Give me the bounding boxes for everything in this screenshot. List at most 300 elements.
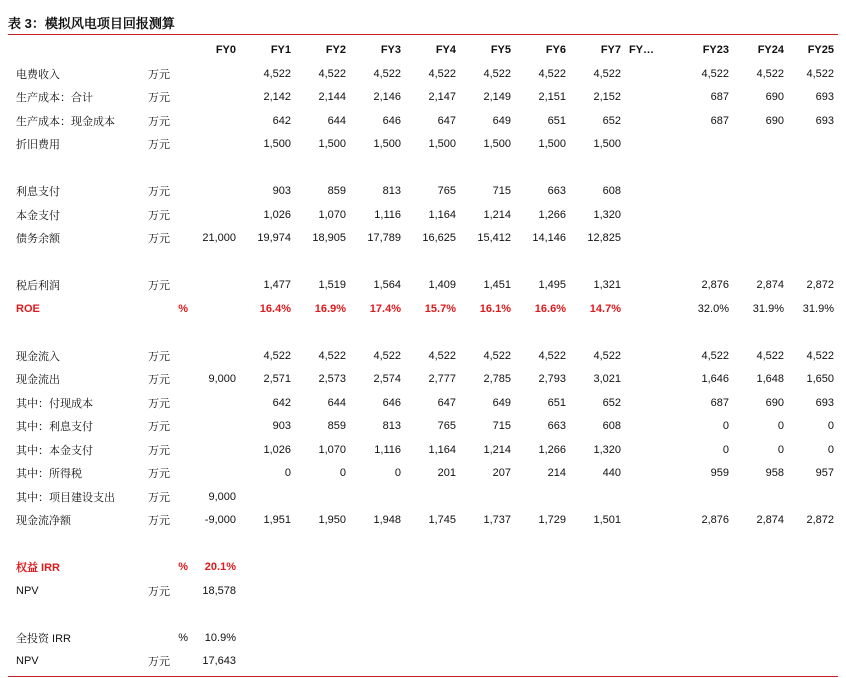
value-cell <box>570 603 625 627</box>
value-cell <box>678 250 733 274</box>
value-cell <box>460 603 515 627</box>
value-cell <box>295 321 350 345</box>
value-cell: 859 <box>327 420 346 433</box>
value-cell <box>460 556 515 580</box>
value-cell <box>350 250 405 274</box>
value-cell: 9,000 <box>208 490 236 503</box>
value-cell <box>733 180 788 204</box>
value-cell: 4,522 <box>318 349 346 362</box>
value-cell: 0 <box>777 420 784 433</box>
value-cell <box>192 274 240 298</box>
value-cell <box>240 626 295 650</box>
value-cell: 1,500 <box>593 138 621 151</box>
value-cell <box>192 109 240 133</box>
value-cell <box>678 156 733 180</box>
row-unit: 万元 <box>148 233 170 246</box>
value-cell <box>625 391 678 415</box>
value-cell <box>240 250 295 274</box>
value-cell <box>625 297 678 321</box>
value-cell <box>350 485 405 509</box>
table-row <box>8 391 838 415</box>
value-cell: 3,021 <box>593 373 621 386</box>
value-cell <box>460 321 515 345</box>
value-cell <box>295 650 350 674</box>
value-cell <box>240 485 295 509</box>
row-label: 电费收入 <box>16 68 60 81</box>
table-body <box>8 62 838 673</box>
value-cell: 1,519 <box>318 279 346 292</box>
value-cell <box>678 180 733 204</box>
value-cell: 649 <box>492 396 511 409</box>
value-cell: 0 <box>394 467 401 480</box>
value-cell <box>788 321 838 345</box>
value-cell <box>192 133 240 157</box>
value-cell: 18,905 <box>312 232 346 245</box>
value-cell: 20.1% <box>204 561 236 574</box>
table-row <box>8 485 838 509</box>
value-cell <box>405 626 460 650</box>
value-cell: 32.0% <box>697 302 729 315</box>
table-row <box>8 579 838 603</box>
row-label: 现金流净额 <box>16 515 71 528</box>
table-row <box>8 509 838 533</box>
value-cell: 647 <box>437 114 456 127</box>
value-cell: 2,793 <box>538 373 566 386</box>
value-cell: 1,500 <box>428 138 456 151</box>
value-cell: 608 <box>602 185 621 198</box>
row-unit: 万元 <box>148 397 170 410</box>
value-cell <box>405 532 460 556</box>
row-label: 其中：本金支付 <box>16 444 93 457</box>
value-cell: 1,026 <box>263 443 291 456</box>
value-cell: 15.7% <box>424 302 456 315</box>
value-cell: 1,729 <box>538 514 566 527</box>
value-cell <box>625 156 678 180</box>
value-cell: 1,500 <box>263 138 291 151</box>
row-label: ROE <box>16 302 40 315</box>
column-header: FY5 <box>490 44 511 56</box>
value-cell: 1,116 <box>374 443 401 456</box>
value-cell: 642 <box>272 396 291 409</box>
top-rule <box>8 34 838 35</box>
table-row <box>8 227 838 251</box>
column-header: FY24 <box>757 44 784 56</box>
value-cell <box>625 344 678 368</box>
value-cell: 2,872 <box>806 514 834 527</box>
value-cell: 2,151 <box>538 91 566 104</box>
value-cell <box>515 579 570 603</box>
value-cell <box>788 650 838 674</box>
row-label: 现金流出 <box>16 374 60 387</box>
table-row <box>8 203 838 227</box>
value-cell <box>625 109 678 133</box>
value-cell: 4,522 <box>483 349 511 362</box>
value-cell: 12,825 <box>587 232 621 245</box>
value-cell: 1,451 <box>483 279 511 292</box>
value-cell <box>405 603 460 627</box>
value-cell: 1,116 <box>374 208 401 221</box>
value-cell <box>192 297 240 321</box>
value-cell: 2,785 <box>483 373 511 386</box>
row-label: 生产成本：现金成本 <box>16 115 115 128</box>
column-header: FY… <box>629 44 655 56</box>
table-row <box>8 368 838 392</box>
value-cell <box>350 156 405 180</box>
value-cell <box>678 133 733 157</box>
spacer-row <box>8 603 838 627</box>
value-cell <box>295 156 350 180</box>
row-unit <box>144 156 192 180</box>
value-cell: 1,070 <box>318 443 346 456</box>
value-cell: 2,571 <box>263 373 291 386</box>
row-unit: 万元 <box>148 139 170 152</box>
value-cell <box>460 485 515 509</box>
value-cell <box>515 603 570 627</box>
value-cell <box>570 485 625 509</box>
table-title: 表 3：模拟风电项目回报测算 <box>8 16 175 31</box>
value-cell <box>350 650 405 674</box>
value-cell <box>515 485 570 509</box>
value-cell: 4,522 <box>806 67 834 80</box>
value-cell <box>733 321 788 345</box>
value-cell <box>570 321 625 345</box>
value-cell: 1,500 <box>483 138 511 151</box>
value-cell: 1,070 <box>318 208 346 221</box>
value-cell: 652 <box>602 114 621 127</box>
value-cell: 2,876 <box>701 514 729 527</box>
value-cell: 0 <box>722 443 729 456</box>
value-cell <box>625 626 678 650</box>
value-cell: 651 <box>547 396 566 409</box>
value-cell: 1,950 <box>318 514 346 527</box>
column-header: FY3 <box>380 44 401 56</box>
value-cell: 201 <box>437 467 456 480</box>
value-cell <box>733 156 788 180</box>
column-header: FY23 <box>702 44 729 56</box>
header-row <box>8 38 838 62</box>
value-cell <box>240 579 295 603</box>
value-cell: 693 <box>815 114 834 127</box>
value-cell: 644 <box>327 114 346 127</box>
value-cell <box>625 650 678 674</box>
value-cell <box>625 368 678 392</box>
column-header: FY2 <box>325 44 346 56</box>
value-cell <box>515 156 570 180</box>
row-unit: 万元 <box>148 209 170 222</box>
value-cell: 4,522 <box>538 349 566 362</box>
value-cell <box>733 485 788 509</box>
value-cell: 16,625 <box>422 232 456 245</box>
row-unit: 万元 <box>148 491 170 504</box>
row-label: 本金支付 <box>16 209 60 222</box>
value-cell <box>192 603 240 627</box>
value-cell: 647 <box>437 396 456 409</box>
value-cell <box>350 626 405 650</box>
row-unit: % <box>178 561 188 574</box>
value-cell: 813 <box>382 185 401 198</box>
value-cell: 687 <box>710 396 729 409</box>
row-unit: 万元 <box>148 656 170 669</box>
table-row <box>8 438 838 462</box>
value-cell: 16.9% <box>314 302 346 315</box>
value-cell: 1,026 <box>263 208 291 221</box>
value-cell <box>733 650 788 674</box>
value-cell: 1,266 <box>538 208 566 221</box>
value-cell <box>733 579 788 603</box>
value-cell: 608 <box>602 420 621 433</box>
value-cell <box>625 133 678 157</box>
value-cell <box>678 485 733 509</box>
value-cell <box>733 626 788 650</box>
value-cell <box>460 156 515 180</box>
value-cell: 859 <box>327 185 346 198</box>
value-cell: 690 <box>765 91 784 104</box>
value-cell: 15,412 <box>477 232 511 245</box>
column-header: FY25 <box>807 44 834 56</box>
value-cell: 2,876 <box>701 279 729 292</box>
value-cell <box>240 556 295 580</box>
value-cell: 207 <box>492 467 511 480</box>
value-cell <box>678 650 733 674</box>
value-cell <box>295 626 350 650</box>
value-cell: 690 <box>765 396 784 409</box>
value-cell <box>788 250 838 274</box>
value-cell: 1,320 <box>593 208 621 221</box>
value-cell <box>788 556 838 580</box>
value-cell: 2,149 <box>483 91 511 104</box>
value-cell: 4,522 <box>318 67 346 80</box>
value-cell <box>678 626 733 650</box>
value-cell <box>625 180 678 204</box>
value-cell <box>350 321 405 345</box>
value-cell <box>788 532 838 556</box>
value-cell <box>788 180 838 204</box>
value-cell <box>625 250 678 274</box>
value-cell: 2,146 <box>373 91 401 104</box>
value-cell <box>295 603 350 627</box>
value-cell: 1,648 <box>756 373 784 386</box>
value-cell <box>678 203 733 227</box>
value-cell <box>295 485 350 509</box>
value-cell: 959 <box>710 467 729 480</box>
value-cell: 4,522 <box>263 349 291 362</box>
value-cell: 0 <box>722 420 729 433</box>
row-unit: 万元 <box>148 280 170 293</box>
value-cell <box>625 462 678 486</box>
value-cell <box>515 556 570 580</box>
row-unit <box>144 250 192 274</box>
row-label: 全投资 IRR <box>16 632 71 645</box>
table-row <box>8 62 838 86</box>
value-cell: 644 <box>327 396 346 409</box>
value-cell: 1,321 <box>593 279 621 292</box>
value-cell <box>788 203 838 227</box>
row-label <box>8 321 144 345</box>
value-cell: 1,214 <box>483 443 511 456</box>
value-cell <box>625 415 678 439</box>
value-cell <box>350 579 405 603</box>
value-cell <box>192 532 240 556</box>
row-label: NPV <box>16 584 39 597</box>
value-cell: 2,874 <box>756 279 784 292</box>
value-cell: 2,574 <box>373 373 401 386</box>
value-cell <box>788 133 838 157</box>
row-unit: 万元 <box>148 374 170 387</box>
value-cell <box>405 250 460 274</box>
table-row <box>8 109 838 133</box>
value-cell <box>788 156 838 180</box>
value-cell <box>625 485 678 509</box>
value-cell: 17,643 <box>202 655 236 668</box>
row-label: 其中：利息支付 <box>16 421 93 434</box>
value-cell <box>570 556 625 580</box>
value-cell: 4,522 <box>756 67 784 80</box>
value-cell: 715 <box>492 185 511 198</box>
value-cell <box>733 603 788 627</box>
value-cell <box>625 438 678 462</box>
row-label: 折旧费用 <box>16 139 60 152</box>
value-cell: 2,874 <box>756 514 784 527</box>
table-row <box>8 626 838 650</box>
row-label: 生产成本：合计 <box>16 92 93 105</box>
value-cell: 1,951 <box>263 514 291 527</box>
table-row <box>8 86 838 110</box>
value-cell: 1,495 <box>538 279 566 292</box>
value-cell: 693 <box>815 91 834 104</box>
row-label: NPV <box>16 655 39 668</box>
value-cell <box>788 626 838 650</box>
value-cell: 4,522 <box>428 349 456 362</box>
table-row <box>8 462 838 486</box>
value-cell <box>570 579 625 603</box>
row-label: 利息支付 <box>16 186 60 199</box>
value-cell: 0 <box>827 443 834 456</box>
value-cell <box>788 603 838 627</box>
value-cell: 4,522 <box>483 67 511 80</box>
value-cell <box>350 603 405 627</box>
row-label <box>8 156 144 180</box>
value-cell: 4,522 <box>373 349 401 362</box>
value-cell <box>192 250 240 274</box>
value-cell: 652 <box>602 396 621 409</box>
value-cell: 2,142 <box>263 91 291 104</box>
value-cell: 4,522 <box>593 349 621 362</box>
value-cell <box>405 156 460 180</box>
value-cell: 2,147 <box>428 91 456 104</box>
table-row <box>8 274 838 298</box>
value-cell <box>733 250 788 274</box>
column-header: FY6 <box>545 44 566 56</box>
spacer-row <box>8 250 838 274</box>
value-cell: 4,522 <box>428 67 456 80</box>
column-header: FY1 <box>270 44 291 56</box>
row-label: 权益 IRR <box>16 562 60 575</box>
value-cell <box>405 579 460 603</box>
row-unit: 万元 <box>148 115 170 128</box>
value-cell: 4,522 <box>806 349 834 362</box>
row-unit: 万元 <box>148 515 170 528</box>
value-cell: 651 <box>547 114 566 127</box>
value-cell: 0 <box>284 467 291 480</box>
value-cell <box>678 227 733 251</box>
value-cell: 17,789 <box>367 232 401 245</box>
value-cell <box>240 156 295 180</box>
value-cell <box>192 391 240 415</box>
value-cell <box>460 579 515 603</box>
value-cell <box>678 321 733 345</box>
value-cell <box>405 321 460 345</box>
value-cell: 4,522 <box>756 349 784 362</box>
value-cell: 663 <box>547 185 566 198</box>
value-cell: 18,578 <box>202 584 236 597</box>
row-unit: 万元 <box>148 585 170 598</box>
value-cell: 2,152 <box>593 91 621 104</box>
value-cell: 1,320 <box>593 443 621 456</box>
value-cell: 4,522 <box>701 67 729 80</box>
value-cell: 1,477 <box>263 279 291 292</box>
value-cell: 765 <box>437 185 456 198</box>
value-cell <box>625 556 678 580</box>
row-unit: % <box>178 631 188 644</box>
value-cell: 16.1% <box>479 302 511 315</box>
value-cell <box>733 203 788 227</box>
value-cell <box>405 650 460 674</box>
value-cell: 1,164 <box>428 443 456 456</box>
value-cell: 0 <box>827 420 834 433</box>
value-cell: 813 <box>382 420 401 433</box>
row-unit: 万元 <box>148 444 170 457</box>
value-cell: 17.4% <box>369 302 401 315</box>
value-cell <box>192 321 240 345</box>
row-label <box>8 532 144 556</box>
row-unit: 万元 <box>148 68 170 81</box>
value-cell <box>192 344 240 368</box>
value-cell <box>460 650 515 674</box>
value-cell: 1,650 <box>806 373 834 386</box>
value-cell: 1,948 <box>373 514 401 527</box>
value-cell: 4,522 <box>593 67 621 80</box>
value-cell <box>192 156 240 180</box>
row-unit: 万元 <box>148 186 170 199</box>
value-cell: 4,522 <box>538 67 566 80</box>
value-cell: 1,646 <box>701 373 729 386</box>
value-cell: 1,564 <box>373 279 401 292</box>
value-cell: 2,144 <box>318 91 346 104</box>
value-cell <box>678 556 733 580</box>
value-cell: 16.4% <box>259 302 291 315</box>
value-cell: 1,500 <box>318 138 346 151</box>
row-unit: 万元 <box>148 421 170 434</box>
value-cell: 16.6% <box>534 302 566 315</box>
value-cell: 2,872 <box>806 279 834 292</box>
value-cell <box>788 227 838 251</box>
row-label: 税后利润 <box>16 280 60 293</box>
value-cell <box>460 532 515 556</box>
value-cell <box>625 274 678 298</box>
value-cell: 0 <box>777 443 784 456</box>
table-row <box>8 297 838 321</box>
value-cell <box>570 156 625 180</box>
value-cell <box>295 250 350 274</box>
value-cell <box>515 250 570 274</box>
value-cell <box>240 532 295 556</box>
value-cell: 0 <box>339 467 346 480</box>
value-cell <box>192 86 240 110</box>
value-cell <box>625 62 678 86</box>
table-row <box>8 133 838 157</box>
value-cell: 31.9% <box>802 302 834 315</box>
value-cell <box>460 626 515 650</box>
